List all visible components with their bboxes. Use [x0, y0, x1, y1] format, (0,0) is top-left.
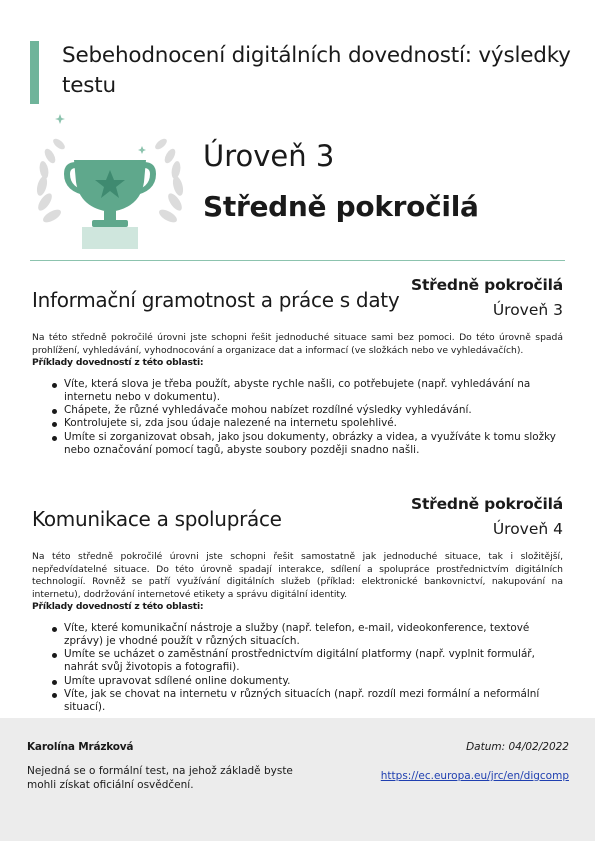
header-divider	[30, 260, 565, 261]
list-item: Umíte upravovat sdílené online dokumenty.	[64, 675, 563, 688]
section-description: Na této středně pokročilé úrovni jste schopni řešit samostatně jak jednoduché situace, tak i složitější, nepředvídatelné situace. Do této úrovně spadají interakce, sdílení a spolupráce prostřednictvím digitálních technologií. Rovněž se patří využívání digitálních služeb (příklad: elektronické bankovnictví, nakupování na internetu), dodržování internetové etikety a správu digitální identity.	[32, 551, 563, 600]
list-item: Víte, která slova je třeba použít, abyste rychle našli, co potřebujete (např. vyhledávání na internetu nebo v dokumentu).	[64, 378, 563, 405]
section-level-number: Úroveň 4	[492, 520, 563, 538]
section-information-literacy	[32, 268, 563, 457]
skills-list	[32, 378, 563, 458]
trophy-base	[82, 227, 138, 249]
list-item: Umíte si zorganizovat obsah, jako jsou dokumenty, obrázky a videa, a využíváte k tomu složky nebo označování pomocí tagů, abyste soubory později snadno našli.	[64, 431, 563, 458]
section-description: Na této středně pokročilé úrovni jste schopni řešit jednoduché situace sami bez pomoci. Do této úrovně spadá prohlížení, vyhledávání, vyhodnocování a organizace dat a informací (ve složkách nebo ve vyhledávačích).	[32, 332, 563, 356]
sparkle-icon	[55, 114, 146, 154]
list-item: Víte, které komunikační nástroje a služby (např. telefon, e-mail, videokonference, textové zprávy) je vhodné použít v různých situacích.	[64, 622, 563, 649]
list-item: Chápete, že různé vyhledávače mohou nabízet rozdílné výsledky vyhledávání.	[64, 404, 563, 417]
examples-label: Příklady dovedností z této oblasti:	[32, 357, 204, 368]
disclaimer-note: Nejedná se o formální test, na jehož základě byste mohli získat oficiální osvědčení.	[27, 765, 293, 791]
digcomp-link[interactable]: https://ec.europa.eu/jrc/en/digcomp	[380, 770, 569, 782]
skills-list	[32, 622, 563, 715]
section-title: Informační gramotnost a práce s daty	[32, 288, 400, 312]
date-label: Datum: 04/02/2022	[466, 741, 569, 753]
laurel-right-icon	[153, 137, 185, 225]
trophy-icon	[30, 112, 190, 252]
section-communication	[32, 487, 563, 715]
section-level-number: Úroveň 3	[492, 301, 563, 319]
section-level-name: Středně pokročilá	[411, 495, 563, 513]
section-title: Komunikace a spolupráce	[32, 507, 282, 531]
title-accent-bar	[30, 41, 39, 104]
footer	[0, 718, 595, 841]
list-item: Kontrolujete si, zda jsou údaje nalezené na internetu spolehlivé.	[64, 417, 563, 430]
list-item: Umíte se ucházet o zaměstnání prostřednictvím digitální platformy (např. vyplnit formulář, nahrát svůj životopis a fotografii).	[64, 648, 563, 675]
laurel-left-icon	[35, 137, 67, 225]
overall-level-name: Středně pokročilá	[203, 190, 479, 223]
list-item: Víte, jak se chovat na internetu v různých situacích (např. rozdíl mezi formální a neformální situací).	[64, 688, 563, 715]
overall-level-number: Úroveň 3	[203, 139, 335, 173]
section-level-name: Středně pokročilá	[411, 276, 563, 294]
examples-label: Příklady dovedností z této oblasti:	[32, 601, 204, 612]
page-title: Sebehodnocení digitálních dovedností: výsledky testu	[62, 43, 571, 98]
user-name: Karolína Mrázková	[27, 741, 134, 753]
